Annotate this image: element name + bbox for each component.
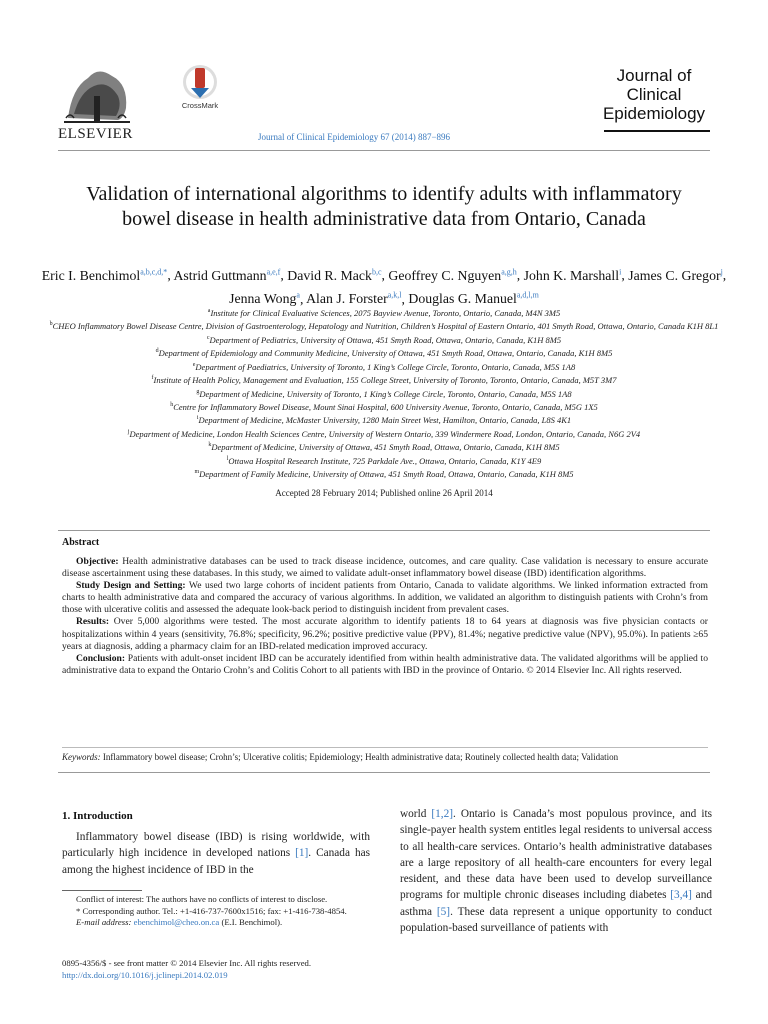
abstract-divider-bottom — [58, 772, 710, 773]
author-affiliation-marker[interactable]: a,d,l,m — [516, 290, 539, 300]
journal-title-line: Epidemiology — [602, 104, 706, 123]
affiliation: $^h$Centre for Inflammatory Bowel Disease, Mount Sinai Hospital, 600 University Avenue, Toronto, Ontario, Canada, M5G 1X5 — [170, 401, 598, 412]
citation-link[interactable]: [1] — [295, 847, 309, 860]
author: James C. Gregor$^j$ — [628, 267, 723, 283]
author: Douglas G. Manuel$^{a,d,l,m}$ — [408, 290, 539, 307]
intro-text-col1 — [62, 829, 370, 878]
affiliation: $^c$Department of Pediatrics, University of Ottawa, 451 Smyth Road, Ottawa, Ontario, Canada, K1H 8M5 — [206, 334, 562, 345]
affiliation: $^m$Department of Family Medicine, University of Ottawa, 451 Smyth Road, Ottawa, Ontario, Canada, K1H 8M5 — [194, 468, 574, 479]
affiliation: $^g$Department of Medicine, University of Toronto, 1 King’s College Circle, Toronto, Ontario, Canada, M5S 1A8 — [196, 388, 572, 399]
abstract-section: Objective: Health administrative databases can be used to track disease incidence, outcomes, and care quality. Case validation is necessary to ensure accurate disease ascertainment using these databases. In this study, we aimed to validate adult-onset inflammatory bowel disease (IBD) identification algorithms. — [62, 556, 708, 580]
email-link[interactable]: ebenchimol@cheo.on.ca — [133, 917, 220, 928]
doi-link[interactable]: http://dx.doi.org/10.1016/j.jclinepi.2014.02.019 — [62, 969, 228, 980]
author-affiliation-marker[interactable]: a,g,h — [501, 267, 517, 276]
affiliation-list — [30, 306, 738, 480]
intro-text-col2 — [400, 806, 712, 936]
author-affiliation-marker[interactable]: a — [296, 290, 300, 300]
keywords-divider — [62, 747, 708, 748]
affiliation: $^i$Department of Medicine, McMaster University, 1280 Main Street West, Hamilton, Ontario, Canada, L8S 4K1 — [196, 415, 572, 426]
journal-title-rule — [604, 130, 710, 132]
author: Jenna Wong$^a$ — [229, 290, 300, 307]
text-run: . Canada has among the highest incidence of IBD in the — [62, 847, 370, 876]
text-run: Inflammatory bowel disease (IBD) is rising worldwide, with particularly high incidence in developed nations — [62, 831, 370, 860]
email-label: E-mail address: — [76, 917, 132, 928]
citation-link[interactable]: [3,4] — [670, 889, 692, 902]
affiliation: $^l$Ottawa Hospital Research Institute, 725 Parkdale Ave., Ottawa, Ontario, Canada, K1Y 4E9 — [226, 455, 542, 466]
author: Alan J. Forster$^{a,k,l}$ — [306, 290, 402, 307]
abstract-section-label: Study Design and Setting: — [76, 580, 186, 592]
citation-link[interactable]: [1,2] — [431, 808, 454, 820]
affiliation: $^j$Department of Medicine, London Health Sciences Centre, University of Western Ontario, 339 Windermere Road, London, Ontario, Canada, N6G 2V4 — [127, 428, 641, 439]
affiliation: $^a$Institute for Clinical Evaluative Sciences, 2075 Bayview Avenue, Toronto, Ontario, Canada, M4N 3M5 — [207, 307, 561, 318]
abstract-section: Conclusion: Patients with adult-onset incident IBD can be accurately identified from within health administrative data. The validated algorithms will be applied to administrative data to expand the Ontario Crohn’s and Colitis Cohort to all patients with IBD in the province of Ontario. © 2014 Elsevier Inc. All rights reserved. — [62, 652, 708, 676]
publisher-name: ELSEVIER — [58, 126, 133, 142]
abstract-section-label: Objective: — [76, 556, 119, 567]
author: Eric I. Benchimol$^{a,b,c,d,*}$ — [41, 267, 168, 283]
abstract-section: Results: Over 5,000 algorithms were tested. The most accurate algorithm to identify patients 18 to 64 years at diagnosis was five physician contacts or hospitalizations within 4 years (sensitivity, 76.8%; specificity, 96.2%; positive predictive value (PPV), 81.4%; negative predictive value (NPV), 95.0%). In patients ≥65 years at diagnosis, adding a pharmacy claim for an IBD-related medication improved accuracy. — [62, 616, 708, 652]
affiliation: $^e$Department of Paediatrics, University of Toronto, 1 King’s College Circle, Toronto, Ontario, Canada, M5S 1A8 — [192, 361, 576, 372]
conflict-note: Conflict of interest: The authors have no conflicts of interest to disclose. — [76, 894, 328, 904]
abstract-section-label: Results: — [76, 616, 110, 628]
author-affiliation-marker[interactable]: j — [720, 267, 723, 276]
header-divider — [58, 150, 710, 151]
publication-info — [62, 958, 392, 981]
journal-reference[interactable]: Journal of Clinical Epidemiology 67 (2014) 887−896 — [258, 132, 451, 142]
email-note — [62, 917, 370, 929]
article-title: Validation of international algorithms to identify adults with inflammatory bowel disease in health administrative data from Ontario, Canada — [86, 183, 682, 230]
author-affiliation-marker[interactable]: a,b,c,d,* — [140, 267, 168, 276]
author: David R. Mack$^{b,c}$ — [287, 267, 382, 283]
keywords-text: Inflammatory bowel disease; Crohn’s; Ulcerative colitis; Epidemiology; Health administrative data; Routinely collected health data; Validation — [102, 752, 619, 762]
author: John K. Marshall$^i$ — [523, 267, 622, 283]
author-affiliation-marker[interactable]: b,c — [371, 267, 382, 276]
footnote-divider — [62, 890, 142, 891]
abstract-section-label: Conclusion: — [76, 652, 126, 664]
affiliation: $^d$Department of Epidemiology and Community Medicine, University of Ottawa, 451 Smyth Road, Ottawa, Ontario, Canada, K1H 8M5 — [155, 348, 613, 359]
text-run: . Ontario is Canada’s most populous province, and its single-payer health system entitles legal residents to universal access to all health-care services. Ontario’s health administrative databases are a large repository of all health-care encounters for every legal resident, and these data have been used to develop surveillance programs for multiple chronic diseases including diabetes — [400, 808, 712, 902]
abstract-section: Study Design and Setting: We used two large cohorts of incident patients from Ontario, Canada to validate algorithms. We linked information extracted from charts to health administrative data and compared the accuracy of various algorithms. In addition, we validated an algorithm to distinguish patients with Crohn’s from those with ulcerative colitis and assessed the adequate look-back period to distinguish incident from prevalent cases. — [62, 580, 708, 616]
affiliation: $^b$CHEO Inflammatory Bowel Disease Centre, Division of Gastroenterology, Hepatology and Nutrition, Children’s Hospital of Eastern Ontario, 401 Smyth Road, Ottawa, Ontario, Canada K1H 8L1 — [49, 321, 719, 332]
issn-line: 0895-4356/$ - see front matter © 2014 Elsevier Inc. All rights reserved. — [62, 958, 312, 968]
section-heading: 1. Introduction — [62, 810, 133, 822]
affiliation: $^k$Department of Medicine, University of Ottawa, 451 Smyth Road, Ottawa, Ontario, Canada, K1H 8M5 — [208, 442, 560, 453]
author-affiliation-marker[interactable]: a,e,f — [266, 267, 281, 276]
author: Astrid Guttmann$^{a,e,f}$ — [173, 267, 281, 283]
author-list: Eric I. Benchimol$^{a,b,c,d,*}$, Astrid Guttmann$^{a,e,f}$, David R. Mack$^{b,c}$, Geoffrey C. Nguyen$^{a,g,h}$, John K. Marshall$^i$, James C. Gregor$^j$, Jenna Wong$^a$, Alan J. Forster$^{a,k,l}$, Douglas G. Manuel$^{a,d,l,m}$ — [41, 267, 727, 307]
email-suffix: (E.I. Benchimol). — [219, 917, 283, 928]
journal-title-line: Clinical — [626, 85, 682, 104]
affiliation: $^f$Institute of Health Policy, Management and Evaluation, 155 College Street, University of Toronto, Toronto, Ontario, Canada, M5T 3M7 — [151, 374, 617, 385]
abstract-divider-top — [58, 530, 710, 531]
author-affiliation-marker[interactable]: i — [619, 267, 622, 276]
citation-link[interactable]: [5] — [436, 905, 451, 918]
author-affiliation-marker[interactable]: a,k,l — [387, 290, 402, 300]
journal-title-line: Journal of — [616, 66, 692, 85]
text-run: . These data represent a unique opportunity to conduct population-based surveillance of patients with — [400, 905, 712, 935]
text-run: and asthma — [400, 889, 712, 918]
accepted-date: Accepted 28 February 2014; Published online 26 April 2014 — [275, 488, 493, 498]
footnotes — [62, 894, 370, 929]
crossmark-label: CrossMark — [181, 101, 219, 110]
text-run: world — [400, 808, 432, 820]
corresponding-note: * Corresponding author. Tel.: +1-416-737-7600x1516; fax: +1-416-738-4854. — [76, 905, 347, 916]
abstract-body — [62, 556, 708, 677]
keywords — [62, 752, 708, 762]
author: Geoffrey C. Nguyen$^{a,g,h}$ — [388, 267, 517, 283]
keywords-label: Keywords: — [62, 752, 101, 762]
abstract-heading: Abstract — [62, 537, 100, 548]
journal-title — [594, 66, 714, 123]
